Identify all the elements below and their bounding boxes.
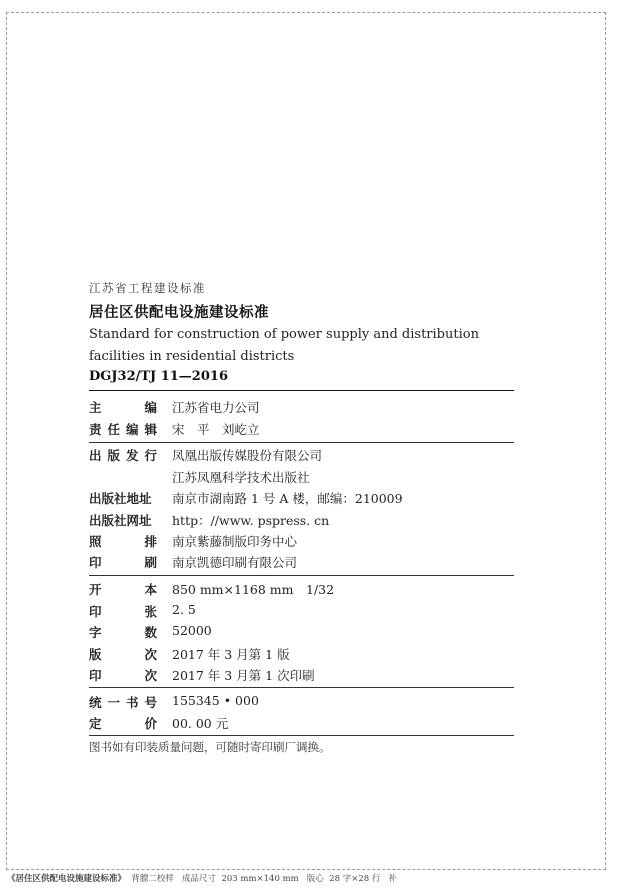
info-value: 南京凯德印刷有限公司 [172,555,298,570]
info-label [89,645,157,663]
footer-book-title: 《居住区供配电设施建设标准》 [7,874,127,884]
info-label-char: 照 [89,534,102,549]
info-label-char: 开 [89,582,102,597]
info-label-char: 字 [89,625,102,640]
info-value: 凤凰出版传媒股份有限公司 [172,448,323,463]
info-label-char: 刷 [144,555,157,570]
info-value: 2. 5 [172,602,196,617]
info-value: 宋 平 刘屹立 [172,422,260,437]
info-label-char: 出 [89,448,102,463]
book-title-english: Standard for construction of power supply and distribution facilities in residential districts [89,327,479,364]
info-label [89,446,157,464]
info-label-char: 排 [144,534,157,549]
info-label-char: 定 [89,716,102,731]
info-label [89,580,157,598]
info-value: 850 mm×1168 mm 1/32 [172,582,335,597]
info-label-char: 价 [144,716,157,731]
info-row-responsible-editor [89,420,514,442]
info-label-char: 次 [144,668,157,683]
info-value: 52000 [172,623,212,638]
info-label-char: 任 [107,422,120,437]
info-row-book-number [89,693,514,715]
info-label-char: 行 [144,448,157,463]
info-value: 南京市湖南路 1 号 A 楼，邮编：210009 [172,491,403,506]
info-label-char: 辑 [144,422,157,437]
info-row-typesetting [89,532,514,554]
info-value: 江苏省电力公司 [172,400,260,415]
info-label [89,693,157,711]
info-row-price [89,714,514,736]
info-label-char: 责 [89,422,102,437]
divider [89,687,514,688]
info-label-char: 张 [144,604,157,619]
info-row-address [89,489,514,511]
info-value: 南京紫藤制版印务中心 [172,534,298,549]
divider [89,442,514,443]
info-label [89,666,157,684]
info-label [89,714,157,732]
info-label-char: 版 [107,448,120,463]
info-value: 2017 年 3 月第 1 次印刷 [172,668,315,683]
info-label-char: 版 [89,647,102,662]
info-row-publisher [89,446,514,468]
info-label-char: 号 [144,695,157,710]
info-label-char: 统 [89,695,102,710]
footer-size: 203 mm×140 mm [221,874,299,884]
info-label-char: 编 [125,422,139,437]
proof-footer [7,872,397,884]
info-row-edition [89,645,514,667]
info-value: 00. 00 元 [172,716,229,731]
info-row-format [89,580,514,602]
book-title-chinese: 居住区供配电设施建设标准 [89,304,269,321]
info-row-publisher-2 [89,468,514,490]
info-label-char: 次 [144,647,157,662]
info-label-char: 书 [125,695,139,710]
info-row-word-count [89,623,514,645]
series-title: 江苏省工程建设标准 [89,281,206,295]
standard-code: DGJ32/TJ 11—2016 [89,369,228,384]
info-label [89,532,157,550]
footer-core: 28 字×28 行 [329,874,381,884]
info-label-char: 发 [125,448,139,463]
info-row-sheets [89,602,514,624]
info-label [89,623,157,641]
info-value: 155345 • 000 [172,693,259,708]
info-value: http：//www. pspress. cn [172,513,330,528]
quality-notice: 图书如有印装质量问题，可随时寄印刷厂调换。 [89,740,331,754]
info-label [89,398,157,416]
info-row-website [89,511,514,533]
info-label: 出版社网址 [89,513,152,528]
info-label [89,420,157,438]
info-value: 2017 年 3 月第 1 版 [172,647,290,662]
info-row-impression [89,666,514,688]
info-label [89,602,157,620]
footer-extra: 补 [388,874,398,884]
info-row-editor [89,398,514,420]
footer-size-label: 成品尺寸 [182,874,217,884]
info-row-printing [89,553,514,575]
divider [89,575,514,576]
footer-core-label: 版心 [306,874,324,884]
info-value: 江苏凤凰科学技术出版社 [172,470,310,485]
info-label-char: 本 [144,582,157,597]
info-label-char: 编 [144,400,157,415]
info-label-char: 印 [89,668,102,683]
info-label-char: 印 [89,555,102,570]
divider-bottom [89,735,514,736]
divider-top [89,390,514,391]
info-label-char: 印 [89,604,102,619]
info-label [89,553,157,571]
footer-proof-stage: 背膘二校样 [131,874,174,884]
info-label-char: 一 [107,695,120,710]
info-label-char: 数 [144,625,157,640]
info-label: 出版社地址 [89,491,152,506]
info-label-char: 主 [89,400,102,415]
